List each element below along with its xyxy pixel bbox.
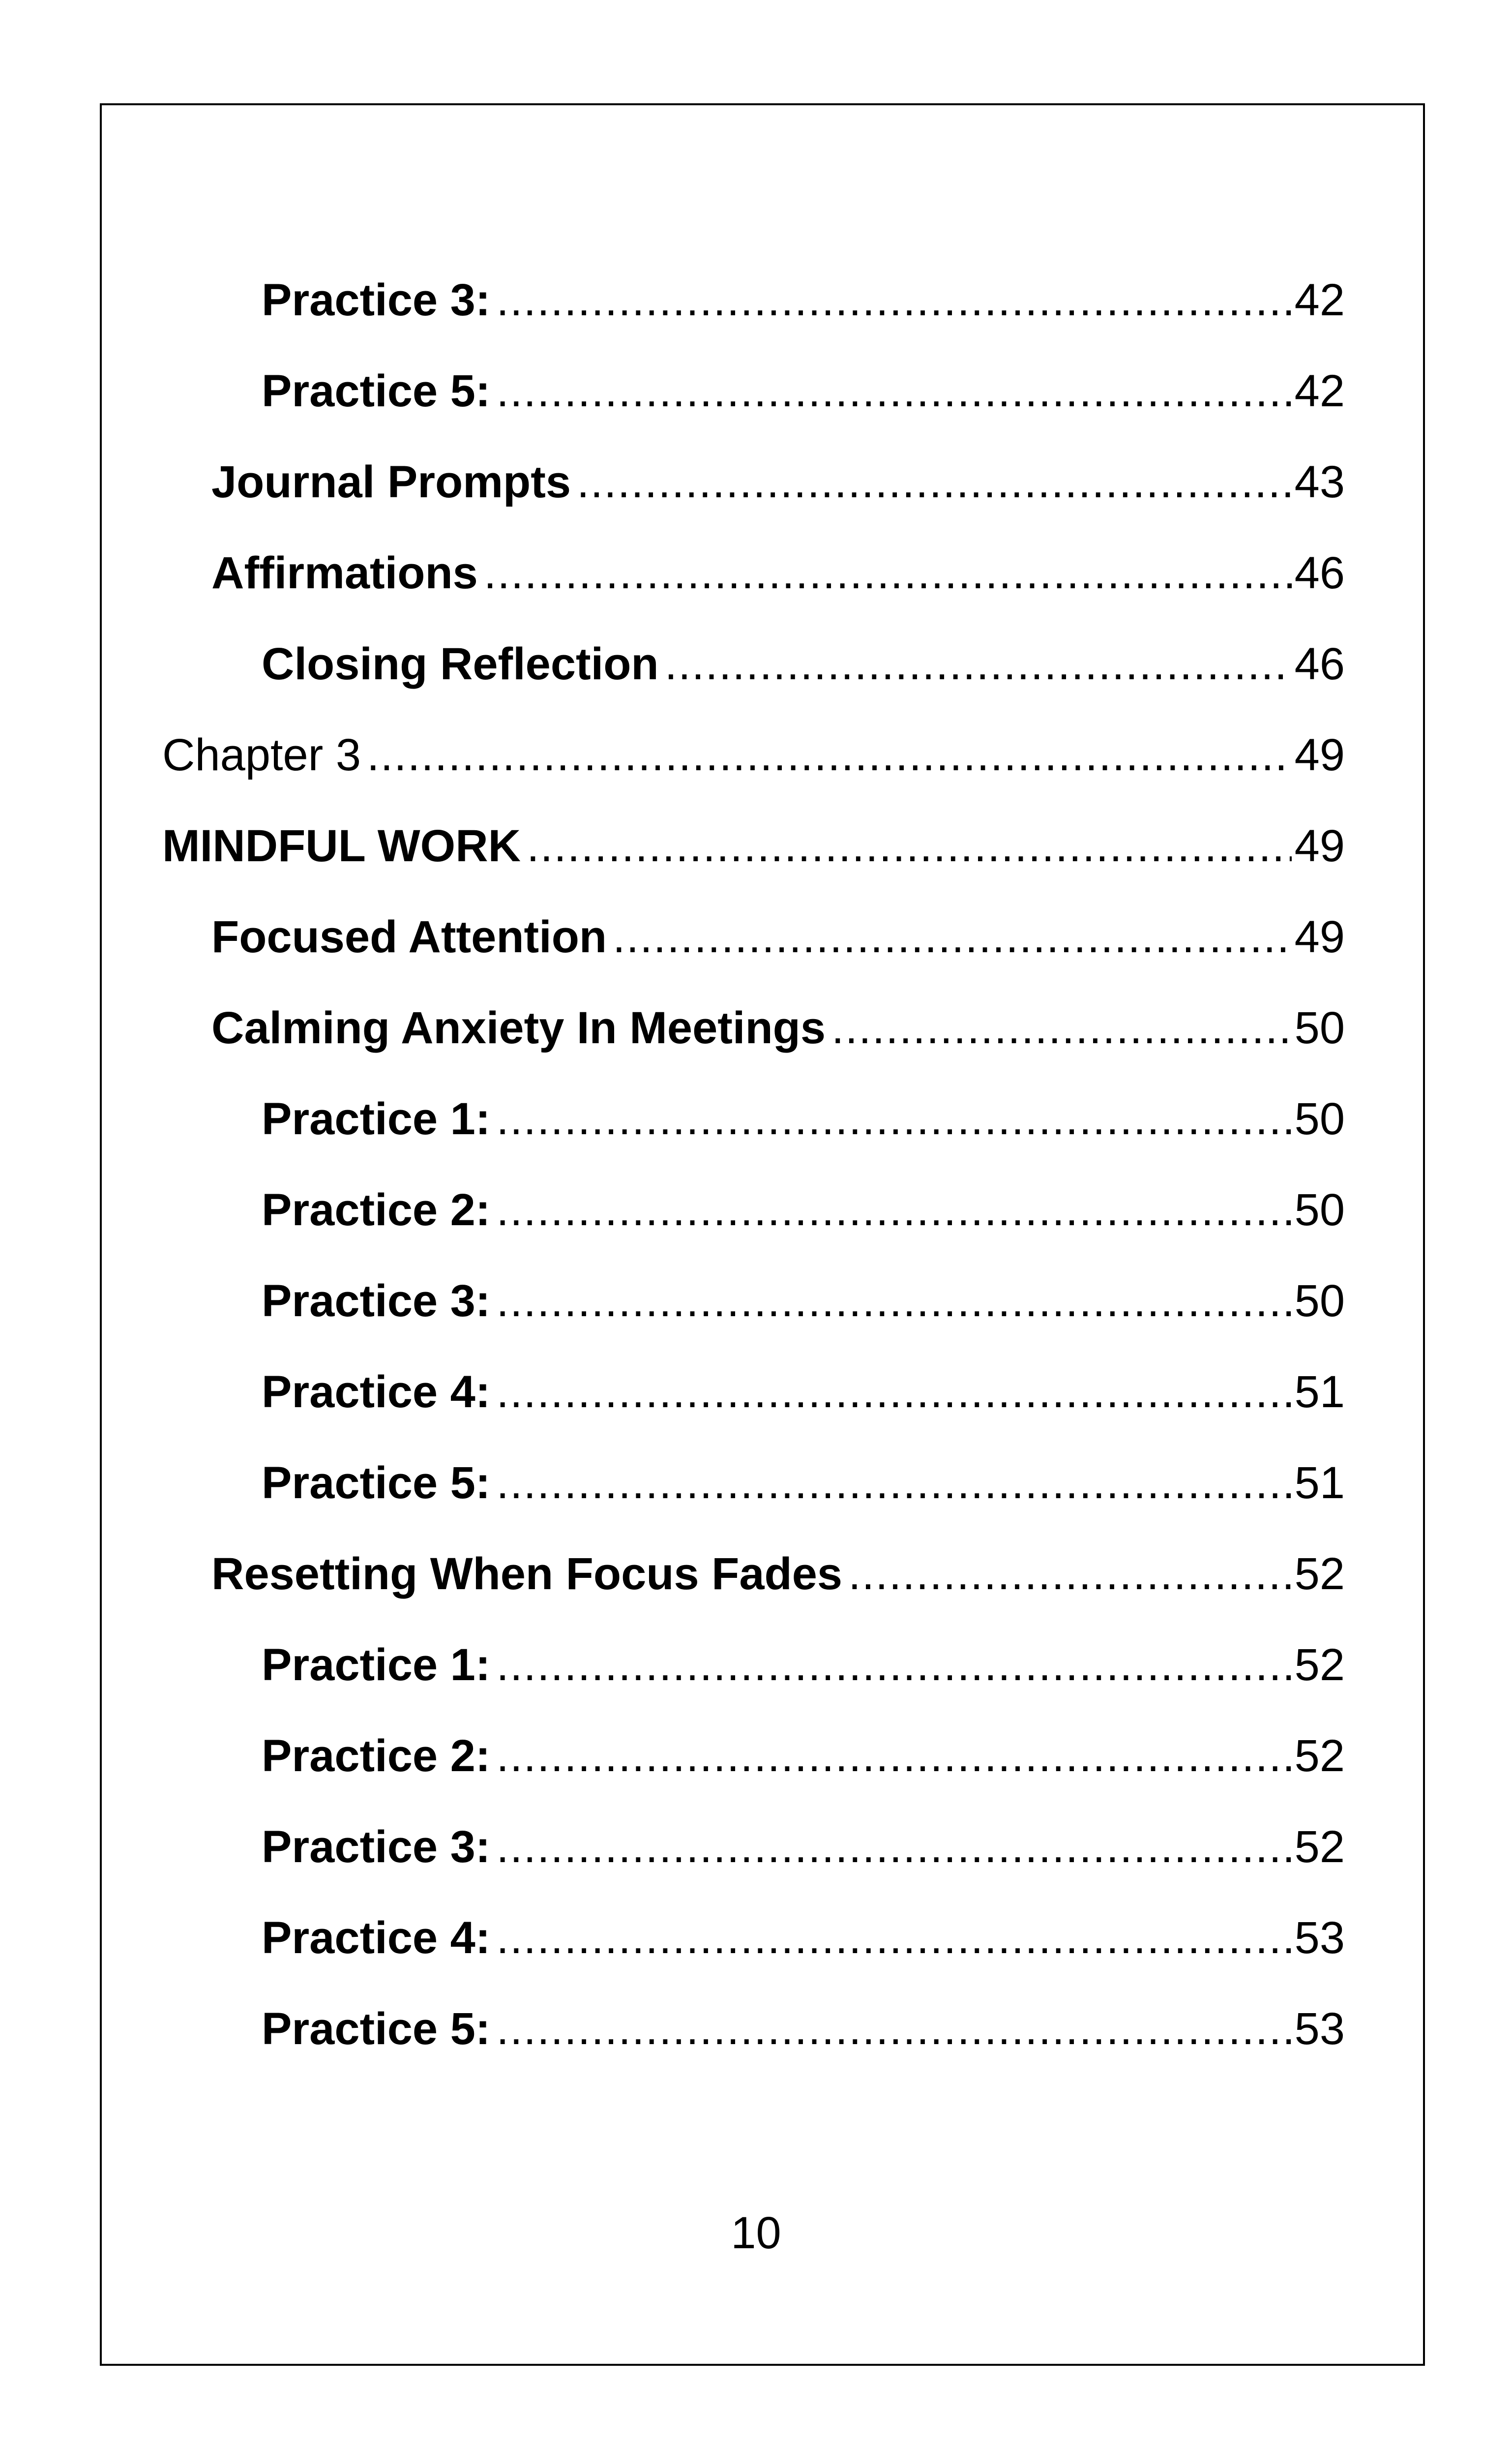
toc-entry-page: 42	[1294, 275, 1345, 325]
toc-entry-page: 49	[1294, 912, 1345, 962]
toc-entry	[262, 1362, 1345, 1421]
toc-dot-leader	[496, 1180, 1291, 1239]
toc-entry-page: 51	[1294, 1367, 1345, 1417]
toc-entry-label: Resetting When Focus Fades	[211, 1549, 843, 1599]
toc-entry-page: 49	[1294, 821, 1345, 871]
toc-entry-page: 52	[1294, 1731, 1345, 1781]
toc-entry-page: 53	[1294, 1913, 1345, 1963]
toc-entry	[211, 1544, 1345, 1603]
toc-entry	[262, 1271, 1345, 1330]
toc-entry-label: Practice 3:	[262, 1822, 491, 1872]
toc-entry-label: Practice 5:	[262, 1458, 491, 1508]
toc-entry	[211, 907, 1345, 966]
toc-entry-page: 42	[1294, 366, 1345, 416]
toc-entry-page: 53	[1294, 2004, 1345, 2054]
toc-entry	[262, 362, 1345, 421]
toc-entry	[262, 1908, 1345, 1967]
toc-entry-page: 50	[1294, 1185, 1345, 1235]
toc-dot-leader	[496, 1726, 1291, 1785]
toc-dot-leader	[367, 725, 1292, 784]
toc-entry	[162, 816, 1345, 875]
toc-entry-page: 50	[1294, 1276, 1345, 1326]
toc-entry-label: Practice 4:	[262, 1367, 491, 1417]
toc-entry-label: Practice 5:	[262, 366, 491, 416]
toc-entry-page: 51	[1294, 1458, 1345, 1508]
toc-entry-label: Practice 2:	[262, 1731, 491, 1781]
toc-dot-leader	[496, 1271, 1291, 1330]
toc-entry	[211, 452, 1345, 512]
toc-entry	[211, 543, 1345, 603]
toc-dot-leader	[496, 271, 1291, 330]
toc-entry-label: MINDFUL WORK	[162, 821, 521, 871]
toc-entry-label: Practice 3:	[262, 1276, 491, 1326]
toc-dot-leader	[496, 1635, 1291, 1694]
toc-dot-leader	[496, 1089, 1291, 1148]
toc-dot-leader	[848, 1544, 1292, 1603]
toc-dot-leader	[831, 998, 1292, 1057]
toc-entry-label: Practice 4:	[262, 1913, 491, 1963]
toc-entry-label: Journal Prompts	[211, 457, 571, 507]
toc-entry-label: Calming Anxiety In Meetings	[211, 1003, 826, 1053]
toc-entry-page: 46	[1294, 548, 1345, 598]
toc-entry-page: 49	[1294, 730, 1345, 780]
toc-entry-label: Practice 1:	[262, 1640, 491, 1690]
toc-dot-leader	[527, 816, 1292, 875]
page-number: 10	[731, 2208, 781, 2258]
toc-entry-page: 52	[1294, 1822, 1345, 1872]
toc-entry-label: Practice 3:	[262, 275, 491, 325]
toc-entry	[262, 1999, 1345, 2058]
toc-entry	[262, 271, 1345, 330]
toc-entry-page: 52	[1294, 1549, 1345, 1599]
toc-entry-label: Focused Attention	[211, 912, 607, 962]
toc-entry	[262, 1089, 1345, 1148]
toc-dot-leader	[496, 1453, 1291, 1512]
toc-entry	[262, 1817, 1345, 1876]
toc-entry-label: Closing Reflection	[262, 639, 659, 689]
toc-entry-page: 52	[1294, 1640, 1345, 1690]
toc-entry-label: Practice 5:	[262, 2004, 491, 2054]
toc-dot-leader	[484, 543, 1292, 603]
toc-dot-leader	[613, 907, 1292, 966]
toc-entry	[262, 1180, 1345, 1239]
toc-entry	[162, 725, 1345, 784]
toc-entry-page: 46	[1294, 639, 1345, 689]
toc-entry-page: 50	[1294, 1094, 1345, 1144]
toc-dot-leader	[496, 1908, 1291, 1967]
toc-entry-label: Affirmations	[211, 548, 478, 598]
toc-dot-leader	[496, 1817, 1291, 1876]
toc-dot-leader	[496, 1362, 1291, 1421]
toc-entry-label: Practice 2:	[262, 1185, 491, 1235]
toc-dot-leader	[496, 1999, 1291, 2058]
toc-dot-leader	[496, 362, 1291, 421]
toc-entry	[211, 998, 1345, 1057]
toc-dot-leader	[665, 634, 1292, 694]
toc-entry	[262, 1726, 1345, 1785]
toc-dot-leader	[577, 452, 1292, 512]
toc-entry-page: 50	[1294, 1003, 1345, 1053]
toc-entry-page: 43	[1294, 457, 1345, 507]
toc-entry	[262, 1635, 1345, 1694]
toc-entry-label: Chapter 3	[162, 730, 361, 780]
toc-entry-label: Practice 1:	[262, 1094, 491, 1144]
toc-entry	[262, 1453, 1345, 1512]
toc-entry	[262, 634, 1345, 694]
